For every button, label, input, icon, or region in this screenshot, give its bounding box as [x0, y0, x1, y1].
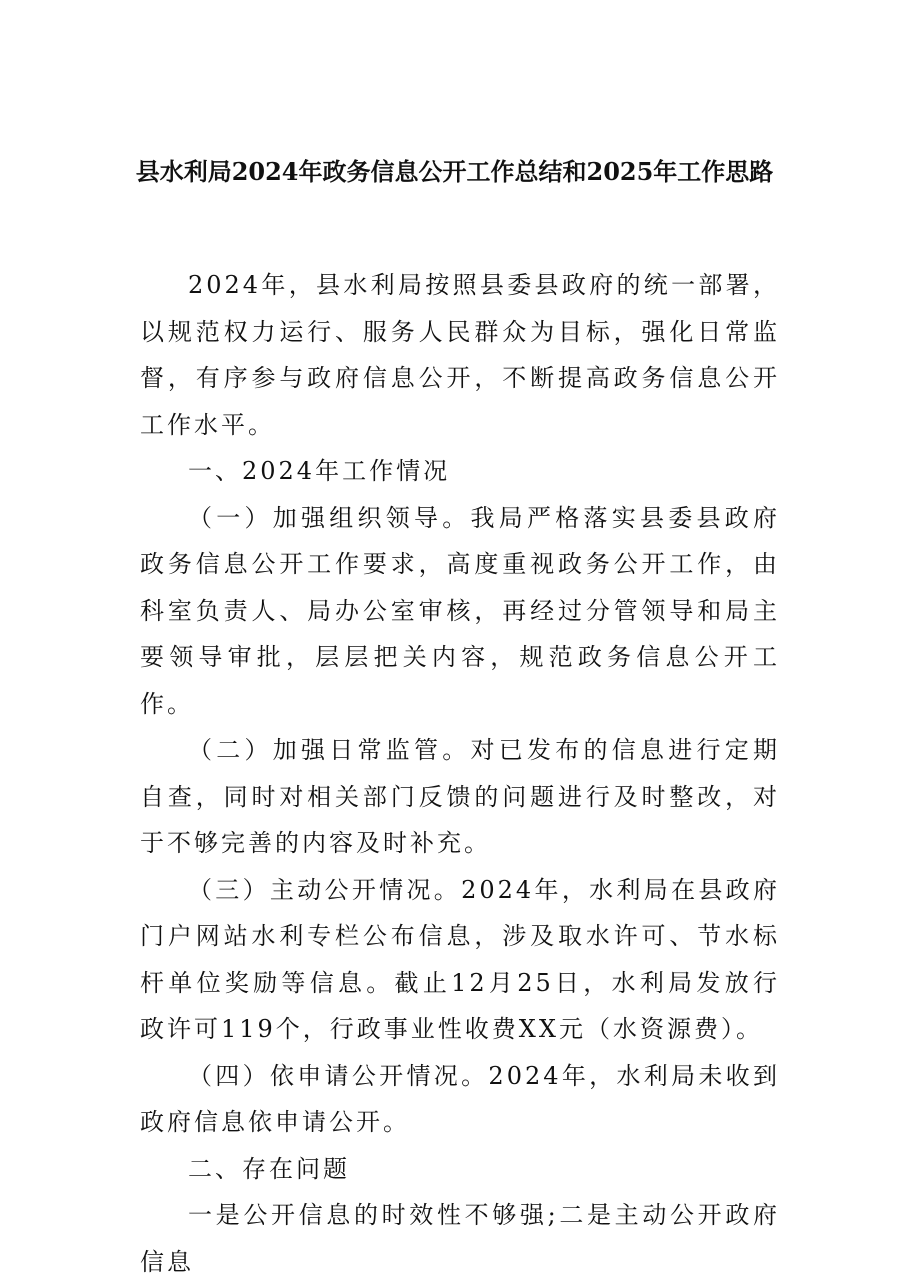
intro-paragraph: 2024年，县水利局按照县委县政府的统一部署，以规范权力运行、服务人民群众为目标，强化日常监督，有序参与政府信息公开，不断提高政务信息公开工作水平。 — [140, 271, 780, 439]
paragraph-proactive-disclosure: （三）主动公开情况。2024年，水利局在县政府门户网站水利专栏公布信息，涉及取水许可、节水标杆单位奖励等信息。截止12月25日，水利局发放行政许可119个，行政事业性收费XX元（水资源费）。 — [140, 875, 780, 1043]
section-heading-problems: 二、存在问题 — [188, 1154, 350, 1183]
section-heading-work-2024: 一、2024年工作情况 — [188, 457, 451, 485]
paragraph-organization: （一）加强组织领导。我局严格落实县委县政府政务信息公开工作要求，高度重视政务公开工作，由科室负责人、局办公室审核，再经过分管领导和局主要领导审批，层层把关内容，规范政务信息公开工作。 — [140, 503, 780, 718]
document-title: 县水利局2024年政务信息公开工作总结和2025年工作思路 — [135, 157, 774, 186]
paragraph-request-disclosure: （四）依申请公开情况。2024年，水利局未收到政府信息依申请公开。 — [140, 1061, 780, 1136]
paragraph-problems: 一是公开信息的时效性不够强;二是主动公开政府信息 — [140, 1201, 780, 1276]
document-body — [140, 262, 780, 1285]
paragraph-supervision: （二）加强日常监管。对已发布的信息进行定期自查，同时对相关部门反馈的问题进行及时整改，对于不够完善的内容及时补充。 — [140, 736, 780, 857]
